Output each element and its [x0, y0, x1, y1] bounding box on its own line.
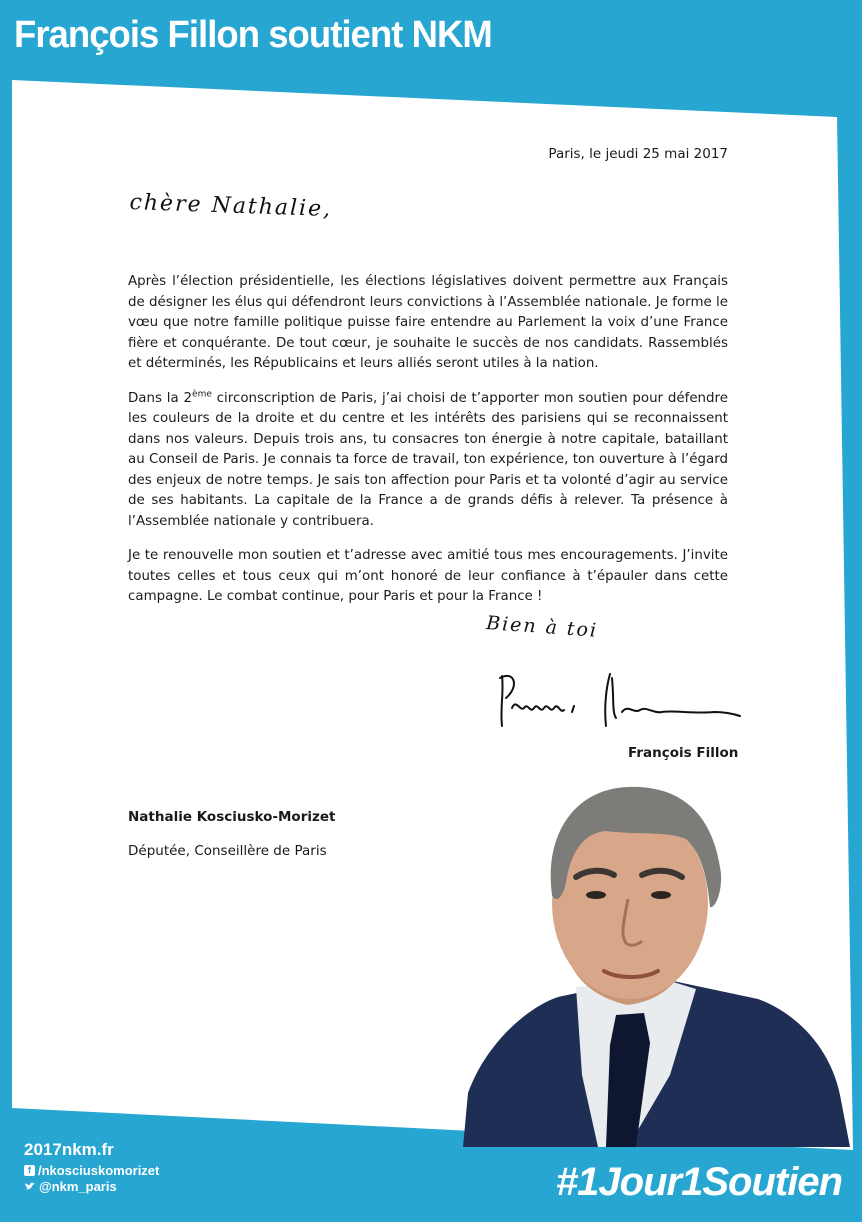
letter-body — [128, 272, 728, 622]
facebook-handle: /nkosciuskomorizet — [38, 1163, 160, 1178]
portrait-photo — [458, 775, 853, 1147]
facebook-link[interactable] — [24, 1163, 159, 1178]
handwritten-salutation: chère Nathalie, — [129, 190, 333, 223]
headline: François Fillon soutient NKM — [14, 14, 492, 56]
paragraph-1: Après l’élection présidentielle, les élections législatives doivent permettre aux Français de désigner les élus qui défendront leurs convictions à l’Assemblée nationale. Je forme le vœu que notre famille politique puisse faire entendre au Parlement la voix d’une France fière et conquérante. De tout cœur, je souhaite le succès de nos candidats. Rassemblés et déterminés, les Républicains et leurs alliés seront utiles à la nation. — [128, 274, 728, 371]
twitter-link[interactable] — [24, 1179, 159, 1194]
footer-links — [24, 1140, 159, 1194]
twitter-handle: @nkm_paris — [39, 1179, 117, 1194]
facebook-icon: f — [24, 1165, 35, 1176]
signature — [494, 668, 744, 738]
website-link[interactable]: 2017nkm.fr — [24, 1140, 114, 1159]
twitter-icon — [24, 1181, 36, 1192]
letter-date: Paris, le jeudi 25 mai 2017 — [548, 146, 728, 162]
recipient-name: Nathalie Kosciusko-Morizet — [128, 809, 336, 825]
campaign-hashtag[interactable]: #1Jour1Soutien — [555, 1160, 842, 1204]
paragraph-2: Dans la 2ème circonscription de Paris, j’ai choisi de t’apporter mon soutien pour défendre les couleurs de la droite et du centre et les intérêts des parisiens qui se reconnaissent dans nos valeurs. Depuis trois ans, tu consacres ton énergie à notre capitale, bataillant au Conseil de Paris. Je connais ta force de travail, ton expérience, ton ouverture à l’égard des enjeux de notre temps. Je sais ton affection pour Paris et ta volonté d’agir au service de ses habitants. La capitale de la France a de grands défis à relever. Ta présence à l’Assemblée nationale y contribuera. — [128, 389, 728, 529]
recipient-title: Députée, Conseillère de Paris — [128, 843, 327, 859]
paragraph-3: Je te renouvelle mon soutien et t’adresse avec amitié tous mes encouragements. J’invite toutes celles et tous ceux qui m’ont honoré de leur confiance à t’épauler dans cette campagne. Le combat continue, pour Paris et pour la France ! — [128, 548, 728, 604]
handwritten-closing: Bien à toi — [485, 612, 599, 642]
signer-name: François Fillon — [628, 745, 739, 761]
